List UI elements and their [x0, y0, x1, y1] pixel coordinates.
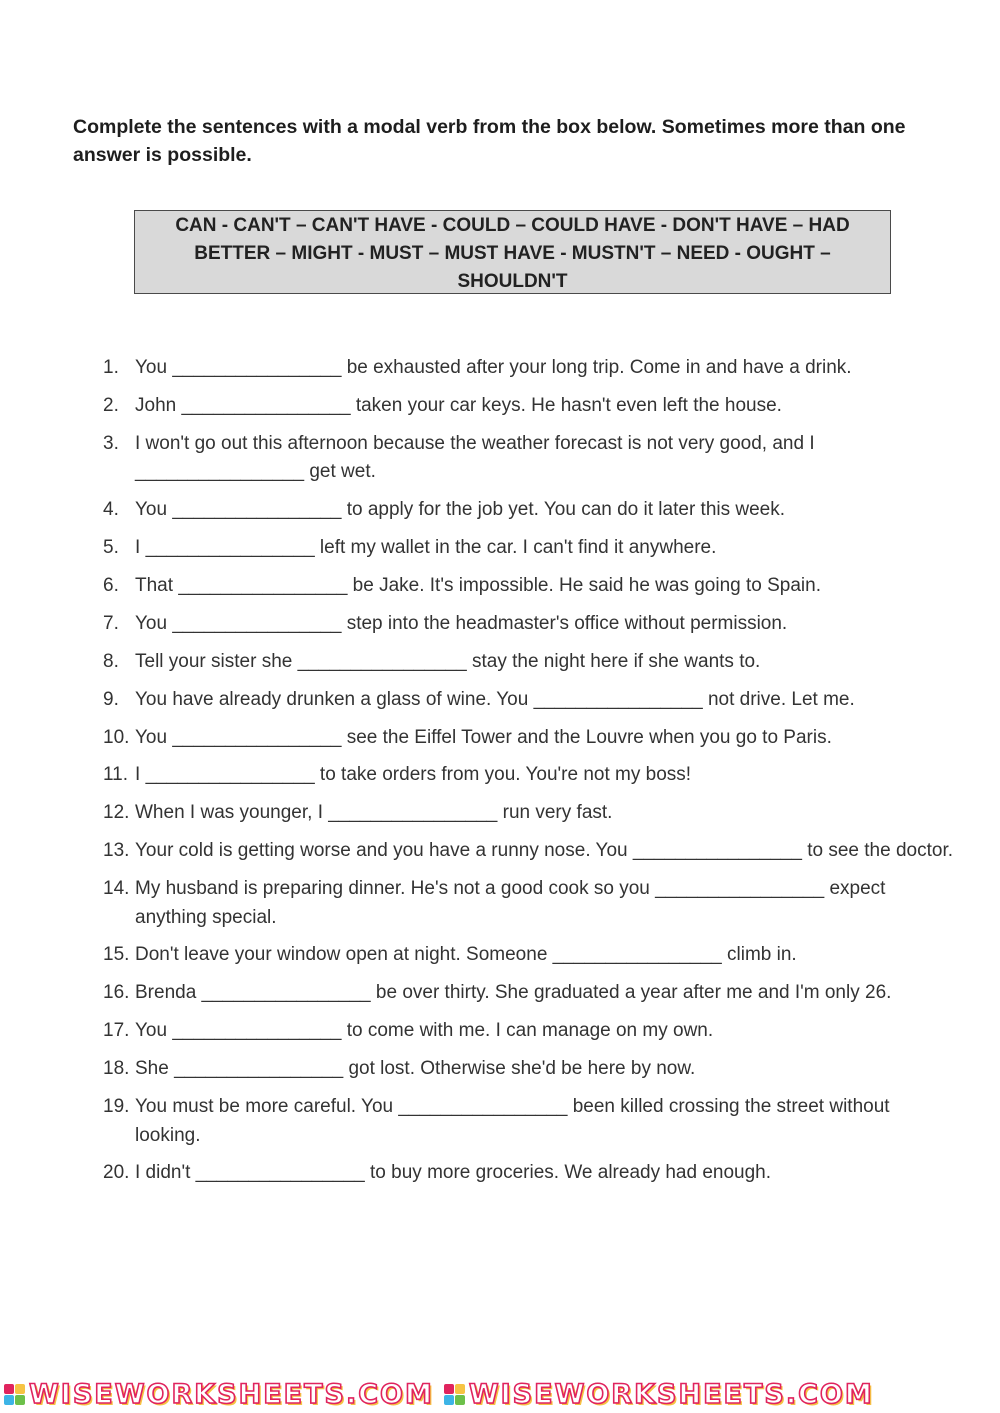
question-item: [103, 1093, 953, 1150]
logo-square: [444, 1395, 454, 1405]
question-number: 10.: [103, 726, 130, 748]
question-number: 16.: [103, 982, 130, 1004]
answer-blank[interactable]: ________________: [632, 840, 802, 862]
question-list: [103, 354, 953, 1197]
question-text-after: not drive. Let me.: [702, 688, 855, 710]
question-text-after: been killed crossing the street without looking.: [135, 1096, 890, 1146]
answer-blank[interactable]: ________________: [172, 499, 342, 521]
answer-blank[interactable]: ________________: [172, 612, 342, 634]
question-number: 7.: [103, 612, 119, 634]
question-item: [103, 979, 953, 1008]
logo-square: [4, 1384, 14, 1394]
logo-square: [455, 1395, 465, 1405]
question-text-after: to apply for the job yet. You can do it later this week.: [341, 499, 786, 521]
question-number: 6.: [103, 574, 119, 596]
question-text: [135, 610, 953, 639]
question-text-before: You: [135, 612, 173, 634]
logo-square: [15, 1395, 25, 1405]
question-text-after: left my wallet in the car. I can't find it anywhere.: [314, 537, 717, 559]
answer-blank[interactable]: ________________: [655, 878, 825, 900]
question-number: 2.: [103, 394, 119, 416]
question-item: [103, 724, 953, 753]
answer-blank[interactable]: ________________: [201, 982, 371, 1004]
logo-square: [455, 1384, 465, 1394]
question-item: [103, 430, 953, 487]
question-text-after: be Jake. It's impossible. He said he was going to Spain.: [347, 574, 821, 596]
question-item: [103, 1159, 953, 1188]
question-text-before: She: [135, 1058, 175, 1080]
answer-blank[interactable]: ________________: [195, 1162, 365, 1184]
question-text-before: You: [135, 1020, 173, 1042]
question-number: 17.: [103, 1020, 130, 1042]
question-text-before: I: [135, 764, 146, 786]
question-text-after: to see the doctor.: [801, 840, 953, 862]
question-item: [103, 1055, 953, 1084]
question-number: 3.: [103, 432, 119, 454]
question-number: 5.: [103, 537, 119, 559]
word-box-line: BETTER – MIGHT - MUST – MUST HAVE - MUSTN'T – NEED - OUGHT –: [194, 243, 831, 264]
question-text: [135, 941, 953, 970]
logo-square: [4, 1395, 14, 1405]
question-item: [103, 875, 953, 932]
question-text-before: Tell your sister she: [135, 650, 298, 672]
question-number: 9.: [103, 688, 119, 710]
question-text-after: get wet.: [304, 461, 376, 483]
question-number: 19.: [103, 1096, 130, 1118]
question-text-after: taken your car keys. He hasn't even left the house.: [350, 394, 782, 416]
question-text: [135, 648, 953, 677]
question-text-before: Your cold is getting worse and you have a runny nose. You: [135, 840, 633, 862]
question-text: [135, 572, 953, 601]
question-text-after: got lost. Otherwise she'd be here by now.: [343, 1058, 696, 1080]
watermark: [4, 1379, 434, 1410]
question-text: [135, 837, 953, 866]
answer-blank[interactable]: ________________: [172, 1020, 342, 1042]
question-number: 13.: [103, 840, 130, 862]
wiseworksheets-logo-icon: [444, 1384, 465, 1405]
instructions: Complete the sentences with a modal verb from the box below. Sometimes more than one answer is possible.: [73, 116, 906, 166]
answer-blank[interactable]: ________________: [328, 802, 498, 824]
question-text: [135, 392, 953, 421]
question-item: [103, 534, 953, 563]
question-item: [103, 941, 953, 970]
question-text: [135, 761, 953, 790]
question-item: [103, 496, 953, 525]
question-number: 8.: [103, 650, 119, 672]
watermark-text: WISEWORKSHEETS.COM: [29, 1379, 434, 1410]
question-text: [135, 686, 953, 715]
question-text-after: see the Eiffel Tower and the Louvre when you go to Paris.: [341, 726, 832, 748]
question-item: [103, 610, 953, 639]
watermark-text: WISEWORKSHEETS.COM: [468, 1379, 874, 1410]
question-text: [135, 496, 953, 525]
question-text-after: step into the headmaster's office without permission.: [341, 612, 788, 634]
modal-verb-box: [134, 210, 891, 294]
answer-blank[interactable]: ________________: [172, 726, 342, 748]
question-text: [135, 724, 953, 753]
question-item: [103, 648, 953, 677]
question-text-before: I: [135, 537, 146, 559]
wiseworksheets-logo-icon: [4, 1384, 25, 1405]
logo-square: [15, 1384, 25, 1394]
answer-blank[interactable]: ________________: [145, 537, 315, 559]
logo-square: [444, 1384, 454, 1394]
answer-blank[interactable]: ________________: [398, 1096, 568, 1118]
question-text-after: to come with me. I can manage on my own.: [341, 1020, 714, 1042]
question-text-before: You: [135, 357, 173, 378]
question-text: [135, 1159, 953, 1188]
answer-blank[interactable]: ________________: [178, 574, 348, 596]
question-number: 20.: [103, 1162, 130, 1184]
word-box-line: CAN - CAN'T – CAN'T HAVE - COULD – COULD HAVE - DON'T HAVE – HAD: [175, 215, 850, 236]
question-item: [103, 354, 953, 383]
question-item: [103, 799, 953, 828]
question-item: [103, 761, 953, 790]
question-text: [135, 799, 953, 828]
question-text-after: expect anything special.: [135, 878, 886, 928]
answer-blank[interactable]: ________________: [181, 394, 351, 416]
answer-blank[interactable]: ________________: [145, 764, 315, 786]
question-text-before: When I was younger, I: [135, 802, 329, 824]
watermark: [444, 1379, 874, 1410]
question-number: 4.: [103, 499, 119, 521]
question-text-after: to take orders from you. You're not my boss!: [314, 764, 692, 786]
question-text-after: stay the night here if she wants to.: [466, 650, 761, 672]
question-text: [135, 430, 953, 487]
question-text: [135, 979, 953, 1008]
question-text-before: John: [135, 394, 182, 416]
question-text: [135, 1055, 953, 1084]
question-number: 1.: [103, 357, 119, 378]
question-text-after: be exhausted after your long trip. Come in and have a drink.: [341, 357, 852, 378]
question-text-before: I didn't: [135, 1162, 196, 1184]
question-item: [103, 1017, 953, 1046]
question-item: [103, 686, 953, 715]
question-text: [135, 354, 953, 383]
question-text-before: You: [135, 726, 173, 748]
question-number: 12.: [103, 802, 130, 824]
question-text-before: I won't go out this afternoon because the weather forecast is not very good, and I: [135, 432, 815, 454]
answer-blank[interactable]: ________________: [135, 461, 305, 483]
question-text-after: climb in.: [721, 944, 797, 966]
word-box-line: SHOULDN'T: [457, 271, 568, 292]
answer-blank[interactable]: ________________: [297, 650, 467, 672]
question-item: [103, 572, 953, 601]
question-text: [135, 1017, 953, 1046]
question-text-before: Don't leave your window open at night. Someone: [135, 944, 553, 966]
answer-blank[interactable]: ________________: [552, 944, 722, 966]
question-text-before: That: [135, 574, 179, 596]
question-text: [135, 1093, 953, 1150]
question-number: 14.: [103, 878, 130, 900]
question-text-before: My husband is preparing dinner. He's not a good cook so you: [135, 878, 656, 900]
question-text-before: You: [135, 499, 173, 521]
question-text-after: to buy more groceries. We already had enough.: [364, 1162, 772, 1184]
question-text: [135, 534, 953, 563]
question-text-before: You have already drunken a glass of wine. You: [135, 688, 534, 710]
answer-blank[interactable]: ________________: [533, 688, 703, 710]
answer-blank[interactable]: ________________: [172, 357, 342, 378]
question-text-before: Brenda: [135, 982, 202, 1004]
question-text: [135, 875, 953, 932]
answer-blank[interactable]: ________________: [174, 1058, 344, 1080]
question-item: [103, 392, 953, 421]
question-number: 18.: [103, 1058, 130, 1080]
question-item: [103, 837, 953, 866]
question-number: 15.: [103, 944, 130, 966]
footer-watermark: [0, 1376, 1000, 1413]
question-text-after: run very fast.: [497, 802, 613, 824]
question-text-after: be over thirty. She graduated a year after me and I'm only 26.: [370, 982, 892, 1004]
question-text-before: You must be more careful. You: [135, 1096, 399, 1118]
question-number: 11.: [103, 764, 129, 786]
